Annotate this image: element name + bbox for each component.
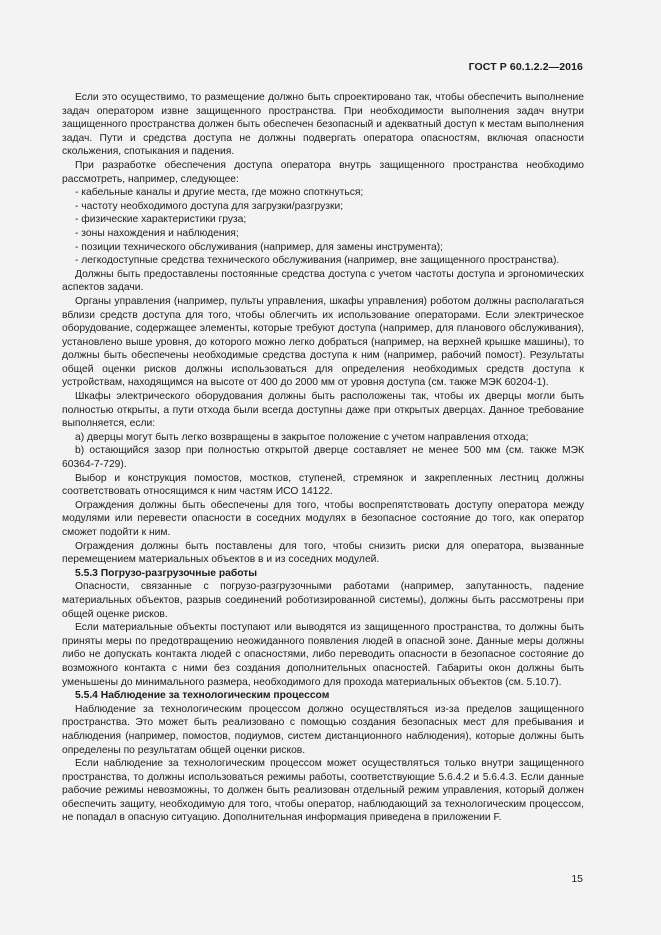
- document-body: [62, 91, 584, 825]
- list-item: - частоту необходимого доступа для загрузки/разгрузки;: [62, 200, 584, 214]
- paragraph: Наблюдение за технологическим процессом должно осуществляться из-за пределов защищенного пространства. Это может быть реализовано с помощью создания безопасных мест для пребывания и наблюдения (например, помостов, подиумов, систем дистанционного наблюдения), которые должны быть определены по результатам общей оценки рисков.: [62, 703, 584, 756]
- standard-header: ГОСТ Р 60.1.2.2—2016: [468, 61, 583, 73]
- section-heading: 5.5.3 Погрузо-разгрузочные работы: [75, 567, 258, 579]
- paragraph: При разработке обеспечения доступа оператора внутрь защищенного пространства необходимо рассмотреть, например, следующее:: [62, 159, 584, 185]
- paragraph: Должны быть предоставлены постоянные средства доступа с учетом частоты доступа и эргономических аспектов задачи.: [62, 268, 584, 294]
- list-item: - физические характеристики груза;: [62, 213, 584, 227]
- list-item: - кабельные каналы и другие места, где можно споткнуться;: [62, 186, 584, 200]
- page-number: 15: [571, 873, 583, 885]
- paragraph: Если это осуществимо, то размещение должно быть спроектировано так, чтобы обеспечить выполнение задач оператором извне защищенного пространства. При необходимости выполнения задач внутри защищенного пространства должен быть обеспечен безопасный и адекватный доступ к местам выполнения задач. Пути и средства доступа не должны подвергать оператора опасностям, включая опасности скольжения, спотыкания и падения.: [62, 92, 584, 158]
- paragraph: Органы управления (например, пульты управления, шкафы управления) роботом должны располагаться вблизи средств доступа для того, чтобы облегчить их использование операторами. Если электрическое оборудование, содержащее элементы, которые требуют доступа (например, для планового обслуживания), установлено выше уровня, до которого можно легко добраться (например, на верхней крышке машины), то должны быть обеспечены необходимые средства доступа к ним (например, рабочий помост). Результаты общей оценки рисков должны использоваться для определения необходимых средств доступа к устройствам, находящимся на высоте от 400 до 2000 мм от уровня доступа (см. также МЭК 60204-1).: [62, 295, 584, 389]
- paragraph: Если наблюдение за технологическим процессом может осуществляться только внутри защищенного пространства, то должны использоваться режимы работы, соответствующие 5.6.4.2 и 5.6.4.3. Если данные рабочие режимы невозможны, то должен быть реализован отдельный режим управления, который должен обеспечить защиту, необходимую для того, чтобы оператор, наблюдающий за технологическим процессом, не попадал в опасную ситуацию. Дополнительная информация приведена в приложении F.: [62, 758, 584, 824]
- list-item: - зоны нахождения и наблюдения;: [62, 227, 584, 241]
- paragraph: a) дверцы могут быть легко возвращены в закрытое положение с учетом направления отхода;: [75, 431, 529, 443]
- paragraph: Если материальные объекты поступают или выводятся из защищенного пространства, то должны быть приняты меры по предотвращению неожиданного появления людей в опасной зоне. Данные меры должны либо не допускать контакта людей с опасностями, либо переводить опасности в безопасное состояние до возможного контакта с ними без создания дополнительных опасностей. Габариты окон должны быть уменьшены до минимального размера, необходимого для прохода материальных объектов (см. 5.10.7).: [62, 622, 584, 688]
- list-item: - легкодоступные средства технического обслуживания (например, вне защищенного пространства).: [62, 254, 584, 268]
- list-item: - позиции технического обслуживания (например, для замены инструмента);: [62, 241, 584, 255]
- paragraph: b) остающийся зазор при полностью открытой дверце составляет не менее 500 мм (см. также МЭК 60364-7-729).: [62, 445, 584, 471]
- paragraph: Выбор и конструкция помостов, мостков, ступеней, стремянок и закрепленных лестниц должны соответствовать относящимся к ним частям ИСО 14122.: [62, 472, 584, 498]
- paragraph: Ограждения должны быть поставлены для того, чтобы снизить риски для оператора, вызванные перемещением материальных объектов в и из соседних модулей.: [62, 540, 584, 566]
- paragraph: Опасности, связанные с погрузо-разгрузочными работами (например, запутанность, падение материальных объектов, разрыв соединений роботизированной системы), должны быть рассмотрены при общей оценке рисков.: [62, 581, 584, 620]
- paragraph: Ограждения должны быть обеспечены для того, чтобы воспрепятствовать доступу оператора между модулями или перевести опасности в соседних модулях в безопасное состояние до того, как оператор сможет подойти к ним.: [62, 499, 584, 538]
- section-heading: 5.5.4 Наблюдение за технологическим процессом: [75, 690, 330, 702]
- paragraph: Шкафы электрического оборудования должны быть расположены так, чтобы их дверцы могли быть полностью открыты, а пути отхода были всегда доступны даже при открытых дверцах. Данное требование выполняется, если:: [62, 391, 584, 430]
